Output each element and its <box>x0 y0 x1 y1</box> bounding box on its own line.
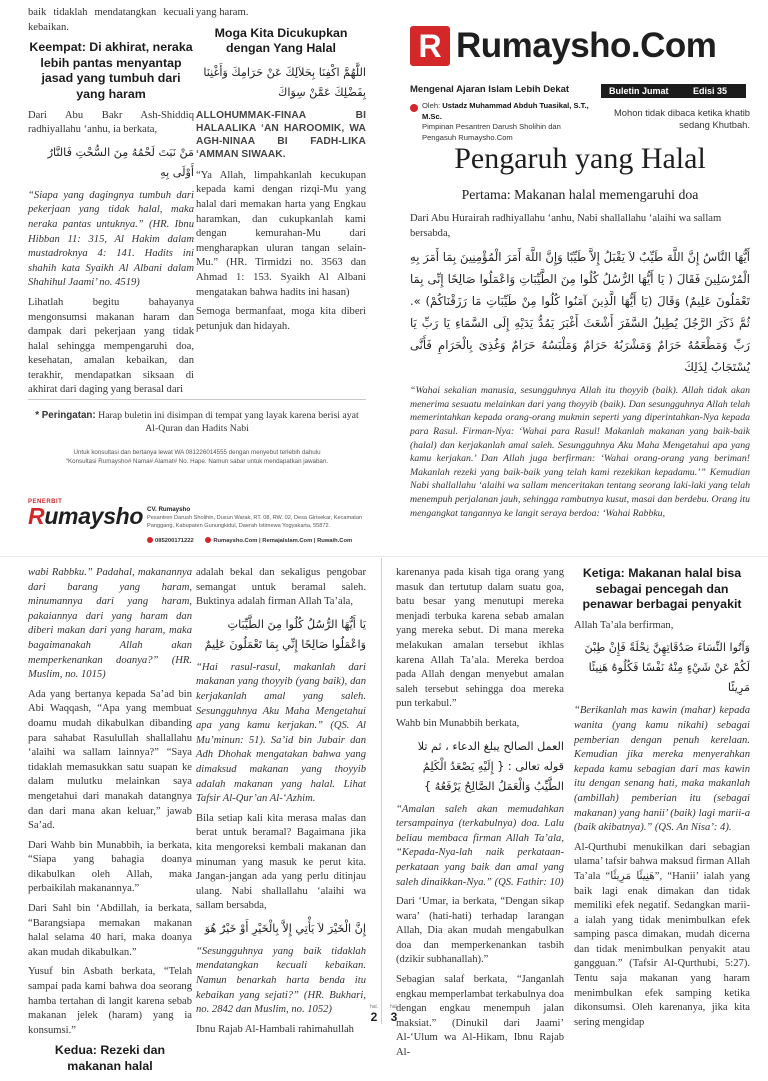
publisher-address <box>147 506 372 530</box>
top-left-column <box>28 6 194 403</box>
paragraph-continued: yang haram. <box>196 7 249 18</box>
paragraph-allah-berfirman: Allah Ta’ala berfirman, <box>574 619 674 631</box>
globe-icon <box>205 537 211 543</box>
doa-transliteration: ALLOHUMMAK-FINAA BI HALAALIKA ‘AN HAROOMIK, WA AGH-NINAA BI FADH-LIKA ‘AMMAN SIWAAK. <box>196 109 366 160</box>
brand-name: Rumaysho.Com <box>456 26 717 65</box>
paragraph-hadith-translation: “Wahai sekalian manusia, sesungguhnya Allah itu thoyyib (baik). Allah tidak akan menerima sesuatu melainkan dari yang thoyyib (baik). Dan sesungguhnya Allah telah memerintahkan kepada orang-orang mukmin seperti yang diperintahkan-Nya kepada para Rasul. Firman-Nya: ‘Wahai para Rasul! Makanlah makanan yang baik-baik (halal) dan kerjakanlah amal saleh. Sesungguhnya Aku Maha Mengetahui apa yang kamu kerjakan.’ Dan Allah juga berfirman: ‘Wahai orang-orang yang beriman! Makanlah rezeki yang baik-baik yang telah kami rezekikan kepadamu.’” Kemudian Nabi shallallahu ‘alaihi wa sallam menceritakan tentang seorang laki-laki yang telah menempuh perjalanan jauh, sehingga rambutnya kusut, masai dan berdebu. Orang itu mengangkat tangannya ke langit seraya berdoa: ‘Wahai Rabbku, <box>410 385 750 519</box>
phone-contact: 085200171222 <box>147 538 194 544</box>
arabic-hadith-khair: إِنَّ الْخَيْرَ لاَ يَأْتِي إِلاَّ بِالْخَيْرِ أَوْ خَيْرٌ هُوَ <box>204 921 366 935</box>
heading-moga-kita: Moga Kita Dicukupkan dengan Yang Halal <box>214 25 348 56</box>
section-heading-pertama: Pertama: Makanan halal memengaruhi doa <box>461 187 699 202</box>
issue-label: Buletin Jumat <box>609 86 669 96</box>
paragraph-semoga: Semoga bermanfaat, moga kita diberi petunjuk dan hidayah. <box>196 306 366 332</box>
phone-icon <box>147 537 153 543</box>
consultation-info <box>28 448 366 466</box>
page-spine <box>381 558 382 1024</box>
heading-keempat: Keempat: Di akhirat, neraka lebih pantas menyantap jasad yang tumbuh dari yang haram <box>29 40 193 101</box>
heading-kedua: Kedua: Rezeki dan makanan halal <box>54 1043 166 1073</box>
paragraph-wahb: Dari Wahb bin Munabbih, ia berkata, “Siapa yang bahagia doanya dikabulkan oleh Allah, maka perbaikilah makanannya.” <box>28 839 192 895</box>
bottom-column-1 <box>28 566 192 1081</box>
author-name: Ustadz Muhammad Abduh Tuasikal, S.T., M.Sc. <box>422 101 589 121</box>
publisher-logo <box>28 502 143 530</box>
storage-warning <box>28 409 366 436</box>
paragraph-sesungguhnya: “Sesungguhnya yang baik tidaklah mendatangkan kecuali kebaikan. Namun benarkah harta benda itu kebaikan yang sejati?” (HR. Bukhari, no. 2842 dan Muslim, no. 1052) <box>196 945 366 1016</box>
paragraph-qurthubi: Al-Qurthubi menukilkan dari sebagian ulama’ tafsir bahwa maksud firman Allah Ta’ala “هَنِيئًا مَرِيئًا”, “Hanii’ ialah yang baik lagi enak dimakan dan tidak memiliki efek negatif. Sedangkan marii-a ialah yang tidak menimbulkan efek samping pasca dimakan, mudah dicerna dan tidak menimbulkan penyakit atau gangguan.” (Tafsir Al-Qurthubi, 5:27). Tentu saja makanan yang haram menimbulkan efek samping ketika dikonsumsi. Oleh karenanya, jika kita sering mengidap <box>574 841 750 1028</box>
publisher-contacts <box>147 537 372 544</box>
top-right-column <box>410 212 750 525</box>
publisher-logo-r: R <box>28 503 45 529</box>
khutbah-notice: Mohon tidak dibaca ketika khatib sedang Khutbah. <box>613 107 750 130</box>
paragraph-yusuf: Yusuf bin Asbath berkata, “Telah sampai pada kami bahwa doa seorang hamba tertahan di langit karena sebab makanan jelek (haram) yang ia konsumsi.” <box>28 966 192 1036</box>
paragraph-wabi-rabbku: wabi Rabbku.” Padahal, makanannya dari barang yang haram, minumannya dari yang haram, pakaiannya dari yang haram dan diberi makan dari yang haram, maka bagaimanakah Allah akan memperkenankan doanya?” (HR. Muslim, no. 1015) <box>28 567 192 681</box>
page-number-left: hal. 2 <box>369 1004 379 1024</box>
consultation-line1: Untuk konsultasi dan bertanya lewat WA 081226014555 dengan menyebut terlebih dahulu <box>73 449 321 456</box>
publisher-label: PENERBIT <box>28 499 63 505</box>
edition-number: Edisi 35 <box>693 86 728 96</box>
paragraph-translation-siapa: “Siapa yang dagingnya tumbuh dari pekerjaan yang tidak halal, maka neraka pantas untuknya.” (HR. Ibnu Hibban 11: 315, Al Hakim dalam mustadroknya 4: 141. Hadits ini shahih kata Syaikh Al Albani dalam Shahihul Jaami’ no. 4519) <box>28 189 194 289</box>
author-prefix: Oleh: <box>422 101 441 110</box>
publisher-logo-rest: umaysho <box>44 503 144 529</box>
paragraph-abubakr: Dari Abu Bakr Ash-Shiddiq radhiyallahu ‘anhu, ia berkata, <box>28 109 194 136</box>
page-number-right: hal. 3 <box>389 1004 399 1024</box>
arabic-ayat-mukminun: يَا أَيُّهَا الرُّسُلُ كُلُوا مِنَ الطَّيِّبَاتِ وَاعْمَلُوا صَالِحًا إِنِّي بِمَا تَعْمَلُونَ عَلِيمٌ <box>204 617 366 651</box>
spread-divider <box>0 556 768 557</box>
paragraph-salaf: Sebagian salaf berkata, “Janganlah engkau memperlambat terkabulnya doa dengan engkau menempuh jalan maksiat.” (Dinukil dari Jaami’ Al-‘Ulum wa Al-Hikam, Ibnu Rajab Al- <box>396 974 564 1059</box>
edition-badge <box>601 84 746 98</box>
paragraph-berikanlah: “Berikanlah mas kawin (mahar) kepada wanita (yang kamu nikahi) sebagai pemberian dengan penuh kerelaan. Kemudian jika mereka menyerahkan kepada kamu sebagian dari mas kawin itu dengan senang hati, maka makanlah (ambillah) pemberian itu (sebagai makanan) yang hanii’ (baik) lagi marii-a (baik akibatnya).” (QS. An Nisa’: 4). <box>574 705 750 834</box>
arabic-ayat-nisa: وَآتُوا النِّسَاءَ صَدُقَاتِهِنَّ نِحْلَةً فَإِنْ طِبْنَ لَكُمْ عَنْ شَيْءٍ مِنْهُ نَفْسًا فَكُلُوهُ هَنِيئًا مَرِيئًا <box>584 641 750 695</box>
arabic-hadith-thoyyib: أَيُّهَا النَّاسُ إِنَّ اللَّهَ طَيِّبٌ لاَ يَقْبَلُ إِلاَّ طَيِّبًا وَإِنَّ اللَّهَ أَمَرَ الْمُؤْمِنِينَ بِمَا أَمَرَ بِهِ الْمُرْسَلِينَ فَقَالَ ( يَا أَيُّهَا الرُّسُلُ كُلُوا مِنَ الطَّيِّبَاتِ وَاعْمَلُوا صَالِحًا إِنِّى بِمَا تَعْمَلُونَ عَلِيمٌ) وَقَالَ (يَا أَيُّهَا الَّذِينَ آمَنُوا كُلُوا مِنْ طَيِّبَاتِ مَا رَزَقْنَاكُمْ) ». ثُمَّ ذَكَرَ الرَّجُلَ يُطِيلُ السَّفَرَ أَشْعَثَ أَغْبَرَ يَمُدُّ يَدَيْهِ إِلَى السَّمَاءِ يَا رَبِّ يَا رَبِّ وَمَطْعَمُهُ حَرَامٌ وَمَشْرَبُهُ حَرَامٌ وَمَلْبَسُهُ حَرَامٌ وَغُذِىَ بِالْحَرَامِ فَأَنَّى يُسْتَجَابُ لِذَلِكَ <box>410 250 750 375</box>
paragraph-umar: Dari ‘Umar, ia berkata, “Dengan sikap wara’ (hati-hati) terhadap larangan Allah, Dia akan mudah mengabulkan doa dan memperkenankan tasbih (dzikir subhanallah).” <box>396 896 564 966</box>
author-line2: Pimpinan Pesantren Darush Sholihin dan <box>422 122 561 131</box>
paragraph-saad: Ada yang bertanya kepada Sa’ad bin Abi Waqqash, “Apa yang membuat doamu mudah dikabulkan dibanding para sahabat Rasulullah shallallahu ‘alaihi wa sallam lainnya?” “Saya tidaklah memasukkan satu suapan ke dalam mulutku melainkan saya mengetahui dari manakah datangnya dan dari mana akan keluar,” jawab Sa’ad. <box>28 688 192 832</box>
paragraph-lihatlah: Lihatlah begitu bahayanya mengonsumsi makanan haram dan dampak dari pekerjaan yang tidak halal sehingga mempengaruhi doa, kesehatan, amalan kebaikan, dan terakhir, mendapatkan siksaan di akhirat dari daging yang berasal dari <box>28 296 194 396</box>
warning-text: Harap buletin ini disimpan di tempat yang layak karena berisi ayat Al-Quran dan Hadits Nabi <box>98 410 359 435</box>
warning-label: * Peringatan: <box>35 410 96 421</box>
paragraph-amalan: “Amalan saleh akan memudahkan tersampainya (terkabulnya) doa. Lalu beliau membaca firman Allah Ta’ala, “Kepada-Nya-lah naik perkataan-perkataan yang baik dan amal yang saleh dinaikkan-Nya.” (QS. Fathir: 10) <box>396 803 564 888</box>
author-bullet-icon <box>410 104 418 112</box>
author-info <box>422 101 602 143</box>
arabic-doa: اللَّهُمَّ اكْفِنَا بِحَلاَلِكَ عَنْ حَرَامِكَ وَأَغْنِنَا بِفَضْلِكَ عَمَّنْ سِوَاكَ <box>203 65 366 99</box>
paragraph-karena: karenanya pada kisah tiga orang yang masuk dan tertutup dalam suatu goa, batu besar yang menutupi mereka menjadi terbuka karena sebab amalan yang mereka sebut. Di mana mereka melakukan amalan tersebut ikhlas karena Allah Ta’ala. Mereka berdoa pada Allah dengan menyebut amalan saleh tersebut sehingga doa mereka pun terkabul.” <box>396 567 564 710</box>
bottom-column-3 <box>396 566 564 1066</box>
page-title: Pengaruh yang Halal <box>454 142 706 175</box>
paragraph-ya-allah: “Ya Allah, limpahkanlah kecukupan kepada kami dengan rizqi-Mu yang halal dari memakan harta yang Engkau haramkan, dan cukupkanlah kami dengan kemurahan-Mu dari mengharapkan uluran tangan selain-Mu.” (HR. Tirmidzi no. 3563 dan Ahmad 1: 153. Syaikh Al Albani mengatakan bahwa hadits ini hasan) <box>196 169 366 298</box>
paragraph-hadith-intro: Dari Abu Hurairah radhiyallahu ‘anhu, Nabi shallallahu ‘alaihi wa sallam bersabda, <box>410 213 722 239</box>
paragraph-hai-rasul: “Hai rasul-rasul, makanlah dari makanan yang thoyyib (yang baik), dan kerjakanlah amal yang saleh. Sesungguhnya Aku Maha Mengetahui apa yang kamu kerjakan.” (QS. Al Mu’minun: 51). Sa’id bin Jubair dan Adh Dhohak mengatakan bahwa yang dimaksud makanan yang thoyyib adalah makanan yang halal. Lihat Tafsir Al-Qur’an Al-‘Azhim. <box>196 661 366 805</box>
heading-ketiga: Ketiga: Makanan halal bisa sebagai pencegah dan penawar berbagai penyakit <box>582 566 742 612</box>
brand-logo-icon: R <box>410 26 450 66</box>
paragraph-bila: Bila setiap kali kita merasa malas dan berat untuk beramal? Bagaimana jika kita mengoreksi kembali makanan dan minuman yang masuk ke perut kita. Jangan-jangan ada yang perlu ditinjau ulang. Nabi shallallahu ‘alaihi wa sallam bersabda, <box>196 812 366 912</box>
footer-divider <box>28 399 366 400</box>
bottom-column-2 <box>196 566 366 1042</box>
author-line3: Pengasuh Rumaysho.Com <box>422 132 513 142</box>
consultation-line2: “Konsultasi Rumaysho# Nama# Alamat# No. Hape. Namun sabar untuk mendapatkan jawaban. <box>65 458 329 465</box>
bottom-column-4 <box>574 566 750 1035</box>
cv-name: CV. Rumaysho <box>147 506 191 513</box>
arabic-hadith-abubakr: مَنْ نَبَتَ لَحْمُهُ مِنَ السُّحْتِ فَالنَّارُ أَوْلَى بِهِ <box>47 145 194 179</box>
tagline: Mengenal Ajaran Islam Lebih Dekat <box>410 84 570 95</box>
top-middle-column <box>196 6 366 339</box>
tagline-bar <box>410 84 746 98</box>
paragraph-sahl: Dari Sahl bin ‘Abdillah, ia berkata, “Barangsiapa memakan makanan halal selama 40 hari, maka doanya akan mudah dikabulkan.” <box>28 903 192 958</box>
paragraph-adalah: adalah bekal dan sekaligus pengobar semangat untuk beramal saleh. Buktinya adalah firman Allah Ta’ala, <box>196 567 366 608</box>
cv-address: Pesantren Darush Sholihin, Dusun Warak, RT. 08, RW. 02, Desa Girisekar, Kecamatan Panggang, Kabupaten Gunungkidul, Daerah Istimewa Yogyakarta, 55872. <box>147 514 363 529</box>
paragraph-continued: baik tidaklah mendatangkan kecuali kebaikan. <box>28 7 194 33</box>
paragraph-ibnu-rajab: Ibnu Rajab Al-Hambali rahimahullah <box>196 1023 354 1035</box>
paragraph-wahb2: Wahb bin Munabbih berkata, <box>396 717 520 729</box>
web-contact: Rumaysho.Com | RemajaIslam.Com | Ruwaih.Com <box>205 538 352 544</box>
arabic-amal-saleh: العمل الصالح يبلغ الدعاء ، ثم تلا قوله تعالى : { إِلَيْهِ يَصْعَدُ الْكَلِمُ الطَّيِّبُ وَالْعَمَلُ الصَّالِحُ يَرْفَعُهُ } <box>417 739 564 793</box>
